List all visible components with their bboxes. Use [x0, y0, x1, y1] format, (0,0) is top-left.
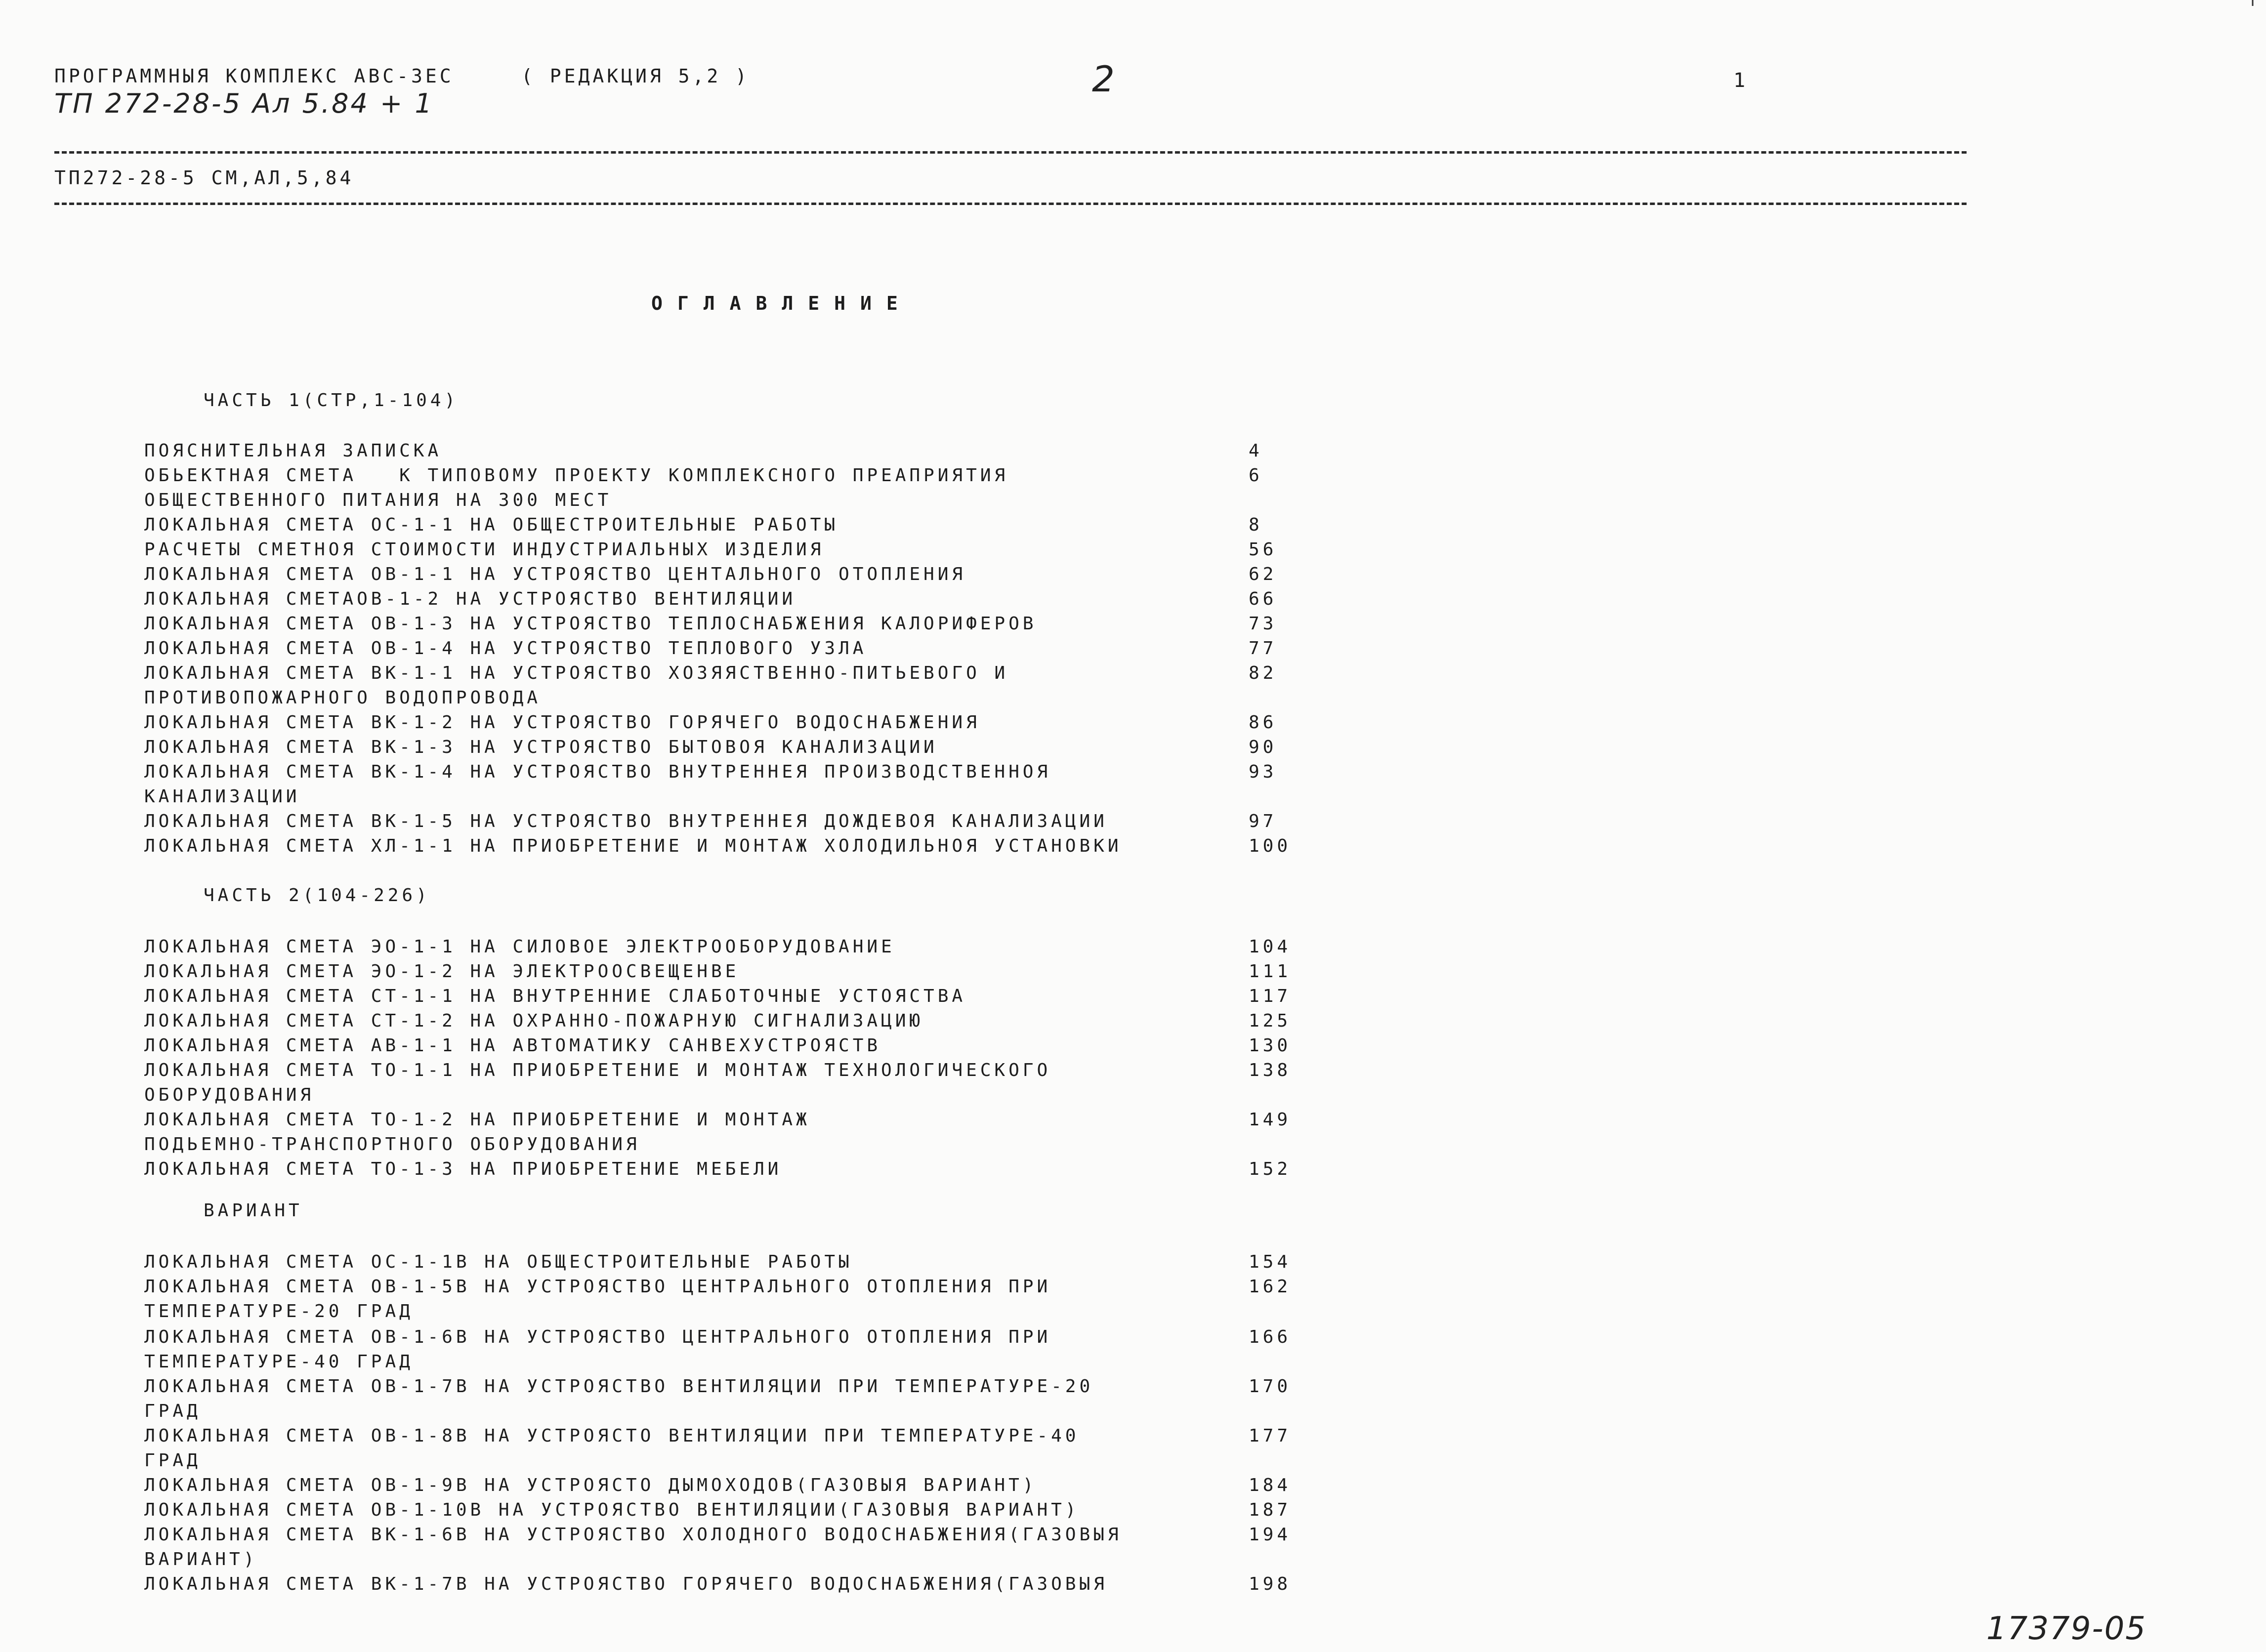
toc-item-page: 198: [1249, 1574, 1292, 1594]
toc-item: [144, 439, 1320, 463]
toc-item-page: 4: [1249, 441, 1263, 461]
toc-item-page: 93: [1249, 762, 1277, 782]
toc-item-page: 56: [1249, 539, 1277, 560]
toc-item: [144, 1424, 1320, 1473]
toc-item-page: 177: [1249, 1426, 1292, 1446]
toc-item: [144, 984, 1320, 1009]
separator-top: [54, 151, 1967, 154]
toc-item-text: ПОЯСНИТЕЛЬНАЯ ЗАПИСКА: [144, 441, 442, 461]
toc-item-text: ЛОКАЛЬНАЯ СМЕТА СТ-1-2 НА ОХРАННО-ПОЖАРНУЮ СИГНАЛИЗАЦИЮ: [144, 1011, 924, 1031]
toc-item: [144, 760, 1320, 809]
toc-item-text: ЛОКАЛЬНАЯ СМЕТА СТ-1-1 НА ВНУТРЕННИЕ СЛАБОТОЧНЫЕ УСТОЯСТВА: [144, 986, 966, 1006]
toc-item: [144, 735, 1320, 760]
toc-item-text: ЛОКАЛЬНАЯ СМЕТА АВ-1-1 НА АВТОМАТИКУ САНВЕХУСТРОЯСТВ: [144, 1035, 881, 1056]
toc-item-text: ЛОКАЛЬНАЯ СМЕТА ЭО-1-2 НА ЭЛЕКТРООСВЕЩЕНВЕ: [144, 961, 740, 982]
toc-item-text: ЛОКАЛЬНАЯ СМЕТА ОВ-1-4 НА УСТРОЯСТВО ТЕПЛОВОГО УЗЛА: [144, 638, 867, 659]
toc-item-text: ЛОКАЛЬНАЯ СМЕТА ТО-1-1 НА ПРИОБРЕТЕНИЕ И МОНТАЖ ТЕХНОЛОГИЧЕСКОГО ОБОРУДОВАНИЯ: [144, 1060, 1051, 1105]
toc-item-text: ЛОКАЛЬНАЯ СМЕТА ВК-1-2 НА УСТРОЯСТВО ГОРЯЧЕГО ВОДОСНАБЖЕНИЯ: [144, 712, 980, 733]
toc-item-text: ЛОКАЛЬНАЯ СМЕТА ТО-1-2 НА ПРИОБРЕТЕНИЕ И МОНТАЖ ПОДЬЕМНО-ТРАНСПОРТНОГО ОБОРУДОВАНИЯ: [144, 1110, 810, 1155]
handwritten-archive-number: 17379-05: [1986, 1611, 2147, 1647]
toc-item-page: 170: [1249, 1376, 1292, 1397]
toc-item-text: ЛОКАЛЬНАЯ СМЕТА ОВ-1-6В НА УСТРОЯСТВО ЦЕНТРАЛЬНОГО ОТОПЛЕНИЯ ПРИ ТЕМПЕРАТУРЕ-40 ГРАД: [144, 1327, 1051, 1372]
toc-item: [144, 1157, 1320, 1182]
toc-item: [144, 1523, 1320, 1572]
toc-item-page: 166: [1249, 1327, 1292, 1347]
toc-item-page: 125: [1249, 1011, 1292, 1031]
toc-item-text: ЛОКАЛЬНАЯ СМЕТА ВК-1-1 НА УСТРОЯСТВО ХОЗЯЯСТВЕННО-ПИТЬЕВОГО И ПРОТИВОПОЖАРНОГО ВОДОПРОВОДА: [144, 663, 1009, 708]
toc-item: [144, 1498, 1320, 1523]
toc-title: ОГЛАВЛЕНИЕ: [651, 292, 913, 314]
toc-item: [144, 809, 1320, 834]
toc-item-text: ЛОКАЛЬНАЯ СМЕТА ОВ-1-3 НА УСТРОЯСТВО ТЕПЛОСНАБЖЕНИЯ КАЛОРИФЕРОВ: [144, 614, 1037, 634]
toc-item-page: 86: [1249, 712, 1277, 733]
toc-item: [144, 1108, 1320, 1157]
toc-item-text: ЛОКАЛЬНАЯ СМЕТА ВК-1-4 НА УСТРОЯСТВО ВНУТРЕННЕЯ ПРОИЗВОДСТВЕННОЯ КАНАЛИЗАЦИИ: [144, 762, 1051, 807]
toc-item: [144, 1325, 1320, 1374]
toc-item-page: 130: [1249, 1035, 1292, 1056]
toc-item: [144, 1572, 1320, 1597]
toc-item-page: 82: [1249, 663, 1277, 683]
toc-item: [144, 463, 1320, 513]
toc-item: [144, 661, 1320, 710]
toc-item: [144, 710, 1320, 735]
toc-item: [144, 834, 1320, 859]
edition-label: ( РЕДАКЦИЯ 5,2 ): [521, 65, 750, 87]
toc-item-page: 149: [1249, 1110, 1292, 1130]
toc-item-text: ЛОКАЛЬНАЯ СМЕТА ОС-1-1В НА ОБЩЕСТРОИТЕЛЬНЫЕ РАБОТЫ: [144, 1252, 853, 1272]
toc-item: [144, 537, 1320, 562]
toc-item-text: ЛОКАЛЬНАЯ СМЕТА ОВ-1-9В НА УСТРОЯСТО ДЫМОХОДОВ(ГАЗОВЫЯ ВАРИАНТ): [144, 1475, 1037, 1495]
toc-item: [144, 935, 1320, 959]
toc-item-text: ЛОКАЛЬНАЯ СМЕТАОВ-1-2 НА УСТРОЯСТВО ВЕНТИЛЯЦИИ: [144, 589, 796, 609]
toc-item: [144, 562, 1320, 587]
toc-item-text: ЛОКАЛЬНАЯ СМЕТА ОВ-1-7В НА УСТРОЯСТВО ВЕНТИЛЯЦИИ ПРИ ТЕМПЕРАТУРЕ-20 ГРАД: [144, 1376, 1094, 1421]
toc-item-text: ЛОКАЛЬНАЯ СМЕТА ОВ-1-5В НА УСТРОЯСТВО ЦЕНТРАЛЬНОГО ОТОПЛЕНИЯ ПРИ ТЕМПЕРАТУРЕ-20 ГРАД: [144, 1277, 1051, 1322]
toc-item: [144, 1058, 1320, 1108]
document-code: ТП272-28-5 СМ,АЛ,5,84: [54, 167, 354, 189]
toc-item-page: 97: [1249, 811, 1277, 831]
toc-item-page: 187: [1249, 1500, 1292, 1520]
toc-item-page: 6: [1249, 465, 1263, 486]
toc-item-text: ЛОКАЛЬНАЯ СМЕТА ОС-1-1 НА ОБЩЕСТРОИТЕЛЬНЫЕ РАБОТЫ: [144, 515, 839, 535]
toc-item-text: ЛОКАЛЬНАЯ СМЕТА ОВ-1-8В НА УСТРОЯСТО ВЕНТИЛЯЦИИ ПРИ ТЕМПЕРАТУРЕ-40 ГРАД: [144, 1426, 1080, 1471]
toc-item: [144, 513, 1320, 537]
handwritten-page-mark: 2: [1092, 58, 1115, 100]
toc-item-page: 90: [1249, 737, 1277, 757]
toc-item-text: ЛОКАЛЬНАЯ СМЕТА ВК-1-5 НА УСТРОЯСТВО ВНУТРЕННЕЯ ДОЖДЕВОЯ КАНАЛИЗАЦИИ: [144, 811, 1108, 831]
toc-item: [144, 959, 1320, 984]
toc-item-page: 111: [1249, 961, 1292, 982]
toc-item-page: 138: [1249, 1060, 1292, 1080]
toc-item-text: ЛОКАЛЬНАЯ СМЕТА ОВ-1-10В НА УСТРОЯСТВО ВЕНТИЛЯЦИИ(ГАЗОВЫЯ ВАРИАНТ): [144, 1500, 1080, 1520]
toc-item-page: 194: [1249, 1525, 1292, 1545]
toc-item-page: 154: [1249, 1252, 1292, 1272]
toc-item-text: ЛОКАЛЬНАЯ СМЕТА ВК-1-3 НА УСТРОЯСТВО БЫТОВОЯ КАНАЛИЗАЦИИ: [144, 737, 938, 757]
toc-item: [144, 1275, 1320, 1324]
toc-item-text: ЛОКАЛЬНАЯ СМЕТА ВК-1-7В НА УСТРОЯСТВО ГОРЯЧЕГО ВОДОСНАБЖЕНИЯ(ГАЗОВЫЯ: [144, 1574, 1108, 1594]
toc-item-page: 100: [1249, 836, 1292, 856]
sheet-number: 1: [1733, 69, 1749, 92]
toc-item-page: 162: [1249, 1277, 1292, 1297]
section-heading: ЧАСТЬ 2(104-226): [204, 885, 430, 906]
toc-item: [144, 612, 1320, 636]
toc-item-text: ЛОКАЛЬНАЯ СМЕТА ЭО-1-1 НА СИЛОВОЕ ЭЛЕКТРООБОРУДОВАНИЕ: [144, 937, 895, 957]
toc-item-page: 152: [1249, 1159, 1292, 1179]
toc-item: [144, 1374, 1320, 1424]
toc-item: [144, 1033, 1320, 1058]
toc-item-page: 117: [1249, 986, 1292, 1006]
toc-item: [144, 1009, 1320, 1033]
toc-item-page: 104: [1249, 937, 1292, 957]
toc-item-page: 66: [1249, 589, 1277, 609]
toc-item-page: 73: [1249, 614, 1277, 634]
handwritten-project-code: ТП 272-28-5 Ал 5.84 + 1: [54, 88, 434, 119]
toc-item: [144, 1473, 1320, 1498]
toc-item-page: 62: [1249, 564, 1277, 584]
section-heading: ВАРИАНТ: [204, 1200, 303, 1221]
toc-item: [144, 1250, 1320, 1275]
section-heading: ЧАСТЬ 1(СТР,1-104): [204, 390, 459, 411]
toc-item-page: 77: [1249, 638, 1277, 659]
toc-item: [144, 636, 1320, 661]
separator-bottom: [54, 203, 1967, 205]
toc-item-page: 184: [1249, 1475, 1292, 1495]
toc-item-page: 8: [1249, 515, 1263, 535]
toc-item-text: ЛОКАЛЬНАЯ СМЕТА ВК-1-6В НА УСТРОЯСТВО ХОЛОДНОГО ВОДОСНАБЖЕНИЯ(ГАЗОВЫЯ ВАРИАНТ): [144, 1525, 1122, 1569]
toc-item-text: ЛОКАЛЬНАЯ СМЕТА ХЛ-1-1 НА ПРИОБРЕТЕНИЕ И МОНТАЖ ХОЛОДИЛЬНОЯ УСТАНОВКИ: [144, 836, 1122, 856]
toc-item: [144, 587, 1320, 612]
toc-item-text: ОБЬЕКТНАЯ СМЕТА К ТИПОВОМУ ПРОЕКТУ КОМПЛЕКСНОГО ПРЕАПРИЯТИЯ ОБЩЕСТВЕННОГО ПИТАНИЯ НА 300 МЕСТ: [144, 465, 1009, 510]
program-name: ПРОГРАММНЫЯ КОМПЛЕКС АВС-3ЕС: [54, 65, 454, 87]
scan-mark-icon: [2249, 0, 2256, 7]
toc-item-text: РАСЧЕТЫ СМЕТНОЯ СТОИМОСТИ ИНДУСТРИАЛЬНЫХ ИЗДЕЛИЯ: [144, 539, 825, 560]
toc-item-text: ЛОКАЛЬНАЯ СМЕТА ТО-1-3 НА ПРИОБРЕТЕНИЕ МЕБЕЛИ: [144, 1159, 782, 1179]
toc-item-text: ЛОКАЛЬНАЯ СМЕТА ОВ-1-1 НА УСТРОЯСТВО ЦЕНТАЛЬНОГО ОТОПЛЕНИЯ: [144, 564, 966, 584]
